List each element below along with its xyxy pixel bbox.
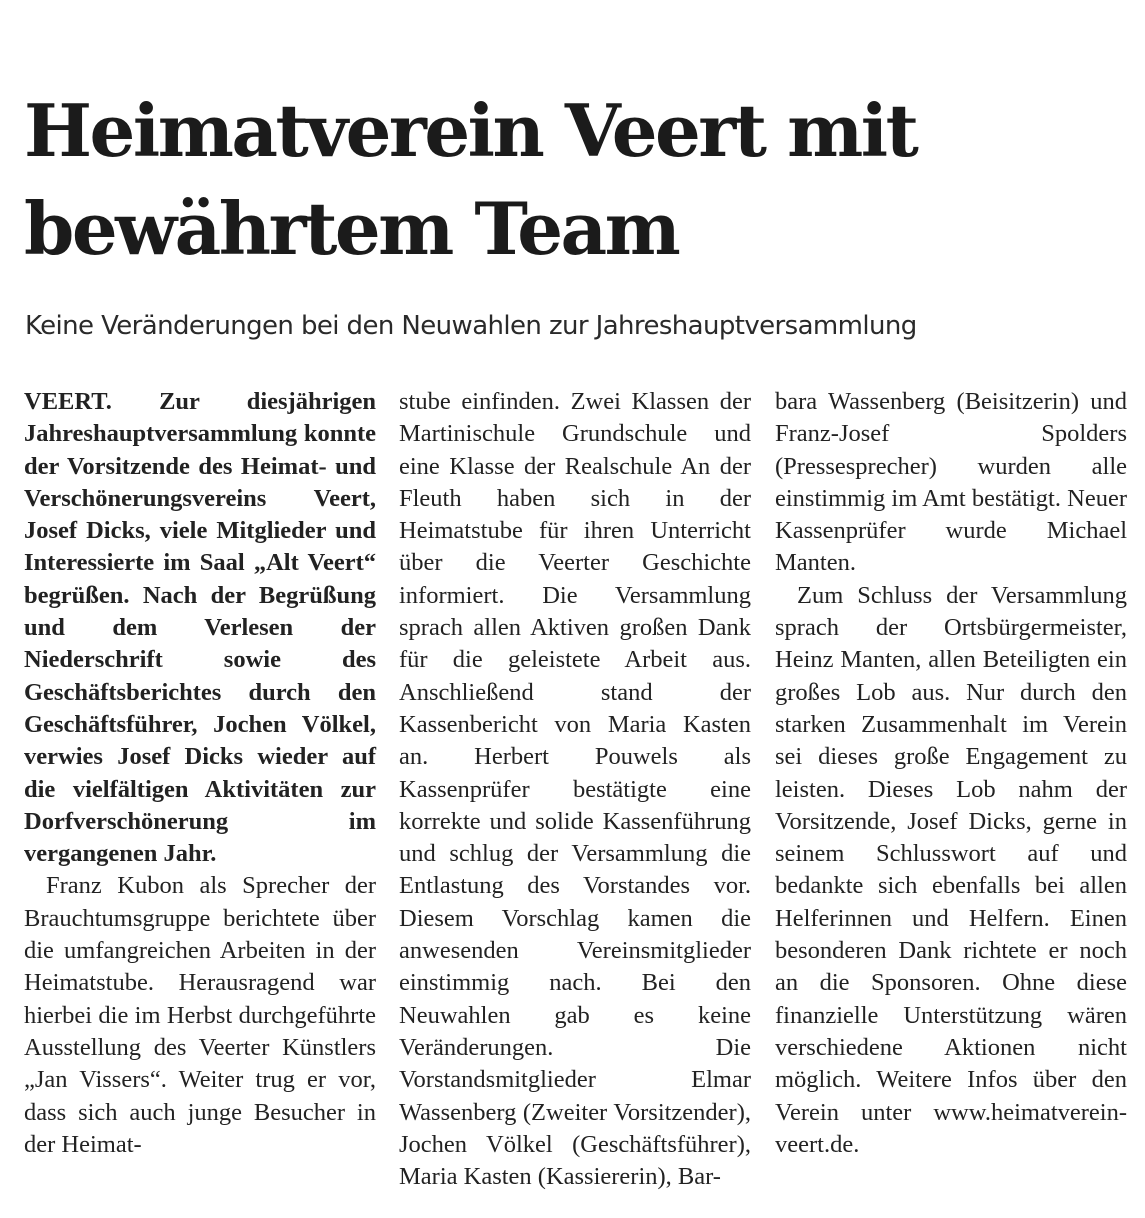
headline-line-1: Heimatverein Veert mit xyxy=(24,88,917,173)
text-column-3 xyxy=(775,386,1127,1161)
paragraph-continued-col2: stube einfinden. Zwei Klassen der Martinischule Grundschule und eine Klasse der Realschule An der Fleuth haben sich in der Heimatstube für ihren Unterricht über die Veerter Geschichte informiert. Die Versammlung sprach allen Aktiven großen Dank für die geleistete Arbeit aus. Anschließend stand der Kassenbericht von Maria Kasten an. Herbert Pouwels als Kassenprüfer bestätigte eine korrekte und solide Kassenführung und schlug der Versammlung die Entlastung des Vorstandes vor. Diesem Vorschlag kamen die anwesenden Vereinsmitglieder einstimmig nach. Bei den Neuwahlen gab es keine Veränderungen. Die Vorstandsmitglieder Elmar Wassenberg (Zweiter Vorsitzender), Jochen Völkel (Geschäftsführer), Maria Kasten (Kassiererin), Bar- xyxy=(399,388,751,1191)
lead-paragraph: VEERT. Zur diesjährigen Jahreshauptversammlung konnte der Vorsitzende des Heimat- und Verschönerungsvereins Veert, Josef Dicks, viele Mitglieder und Interessierte im Saal „Alt Veert“ begrüßen. Nach der Begrüßung und dem Verlesen der Niederschrift sowie des Geschäftsberichtes durch den Geschäftsführer, Jochen Völkel, verwies Josef Dicks wieder auf die vielfältigen Aktivitäten zur Dorfverschönerung im vergangenen Jahr. xyxy=(24,388,376,868)
paragraph-continued-col3: bara Wassenberg (Beisitzerin) und Franz-Josef Spolders (Pressesprecher) wurden alle einstimmig im Amt bestätigt. Neuer Kassenprüfer wurde Michael Manten. xyxy=(775,388,1127,577)
headline xyxy=(24,82,1124,278)
paragraph-closing: Zum Schluss der Versammlung sprach der Ortsbürgermeister, Heinz Manten, allen Beteiligten ein großes Lob aus. Nur durch den starken Zusammenhalt im Verein sei dieses große Engagement zu leisten. Dieses Lob nahm der Vorsitzende, Josef Dicks, gerne in seinem Schlusswort auf und bedankte sich ebenfalls bei allen Helferinnen und Helfern. Einen besonderen Dank richtete er noch an die Sponsoren. Ohne diese finanzielle Unterstützung wären verschiedene Aktionen nicht möglich. Weitere Infos über den Verein unter www.heimatverein-veert.de. xyxy=(775,581,1127,1158)
text-column-2 xyxy=(399,386,751,1193)
paragraph-brauchtum: Franz Kubon als Sprecher der Brauchtumsgruppe berichtete über die umfangreichen Arbeiten in der Heimatstube. Herausragend war hierbei die im Herbst durchgeführte Ausstellung des Veerter Künstlers „Jan Vissers“. Weiter trug er vor, dass sich auch junge Besucher in der Heimat- xyxy=(24,872,376,1158)
text-column-1 xyxy=(24,386,376,1161)
headline-line-2: bewährtem Team xyxy=(24,186,679,271)
subheadline: Keine Veränderungen bei den Neuwahlen zur Jahreshauptversammlung xyxy=(25,311,917,341)
